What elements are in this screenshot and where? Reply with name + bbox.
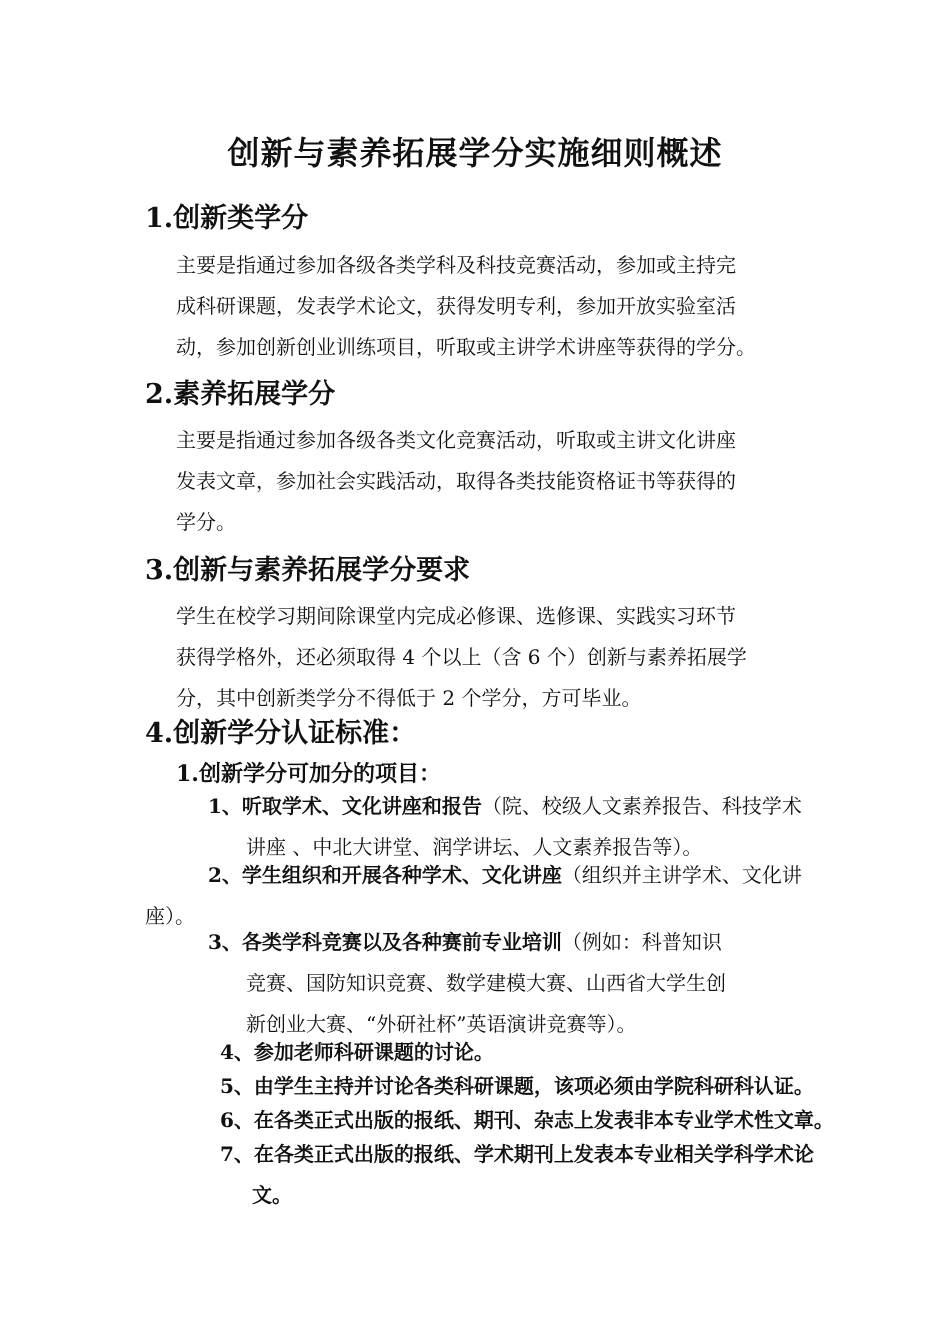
list-item-line: [208, 786, 802, 827]
paragraph-line: 成科研课题，发表学术论文，获得发明专利，参加开放实验室活: [176, 294, 736, 318]
list-item-bold: 2、学生组织和开展各种学术、文化讲座: [208, 863, 562, 887]
paragraph-line: 分，其中创新类学分不得低于 2 个学分，方可毕业。: [176, 686, 642, 710]
section-3-paragraph: [176, 596, 816, 719]
paragraph-line: 主要是指通过参加各级各类文化竞赛活动，听取或主讲文化讲座: [176, 428, 736, 452]
paragraph-line: 获得学格外，还必须取得 4 个以上（含 6 个）创新与素养拓展学: [176, 645, 747, 669]
list-item-continuation: 竞赛、国防知识竞赛、数学建模大赛、山西省大学生创: [246, 971, 726, 995]
section-1-paragraph: [176, 245, 816, 368]
list-item-rest: （例如：科普知识: [561, 930, 722, 954]
paragraph-line: 主要是指通过参加各级各类学科及科技竞赛活动，参加或主持完: [176, 253, 736, 277]
paragraph-line: 学分。: [176, 510, 236, 534]
paragraph-line: 动，参加创新创业训练项目，听取或主讲学术讲座等获得的学分。: [176, 335, 756, 359]
list-item-bold: 6、在各类正式出版的报纸、期刊、杂志上发表非本专业学术性文章。: [220, 1108, 834, 1132]
list-item: [220, 1134, 814, 1216]
list-item-bold: 4、参加老师科研课题的讨论。: [220, 1040, 494, 1064]
list-item-rest: （院、校级人文素养报告、科技学术: [481, 794, 802, 818]
list-item-bold: 3、各类学科竞赛以及各种赛前专业培训: [208, 930, 562, 954]
list-item-continuation: [220, 1175, 814, 1216]
list-item-bold: 文。: [252, 1183, 292, 1207]
section-4-heading: 4.创新学分认证标准：: [145, 718, 417, 749]
list-item-bold: 5、由学生主持并讨论各类科研课题，该项必须由学院科研科认证。: [220, 1074, 814, 1098]
list-item-line: [208, 922, 726, 963]
section-3-heading: 3.创新与素养拓展学分要求: [145, 555, 471, 586]
section-4-subheading: 1.创新学分可加分的项目：: [176, 761, 441, 787]
document-title: 创新与素养拓展学分实施细则概述: [227, 134, 723, 172]
list-item-bold: 1、听取学术、文化讲座和报告: [208, 794, 482, 818]
list-item-continuation: 新创业大赛、“外研社杯”英语演讲竞赛等）。: [246, 1012, 637, 1036]
paragraph-line: 学生在校学习期间除课堂内完成必修课、选修课、实践实习环节: [176, 604, 736, 628]
section-1-heading: 1.创新类学分: [145, 203, 309, 234]
list-item-line: [145, 855, 802, 896]
list-item-continuation: 讲座 、中北大讲堂、润学讲坛、人文素养报告等）。: [246, 835, 703, 859]
list-item-continuation: 座）。: [145, 904, 195, 928]
section-2-heading: 2.素养拓展学分: [145, 379, 336, 410]
section-2-paragraph: [176, 420, 816, 543]
paragraph-line: 发表文章，参加社会实践活动，取得各类技能资格证书等获得的: [176, 469, 736, 493]
list-item-rest: （组织并主讲学术、文化讲: [561, 863, 802, 887]
list-item: [208, 922, 726, 1045]
list-item-line: [220, 1134, 814, 1175]
list-item-bold: 7、在各类正式出版的报纸、学术期刊上发表本专业相关学科学术论: [220, 1142, 814, 1166]
